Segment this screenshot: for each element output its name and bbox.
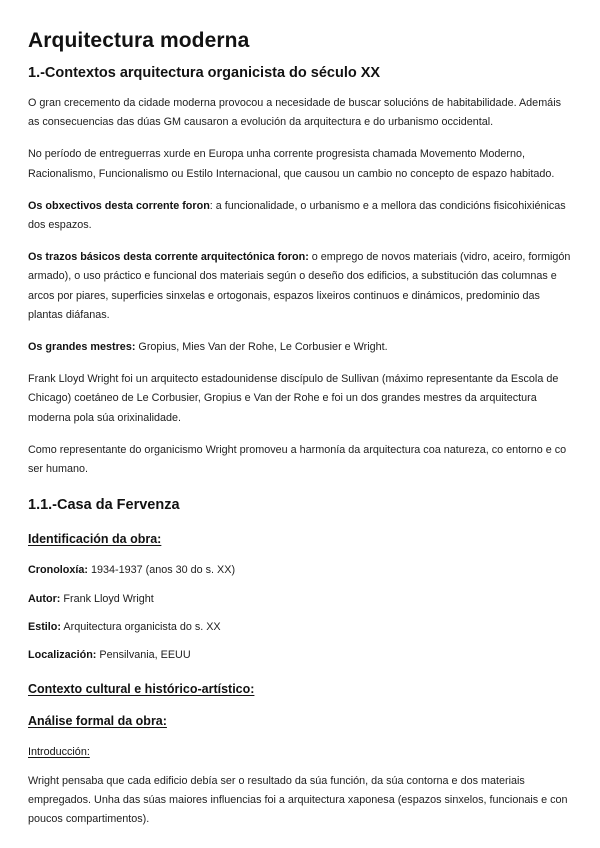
cronoloxia-value: 1934-1937 (anos 30 do s. XX)	[87, 564, 236, 577]
subheading-analise-formal: Análise formal da obra:	[28, 714, 167, 729]
estilo-label: Estilo:	[28, 620, 61, 633]
mestres-text: Gropius, Mies Van der Rohe, Le Corbusier e Wright.	[135, 341, 388, 354]
mestres-bold-lead: Os grandes mestres:	[28, 341, 136, 354]
estilo-value: Arquitectura organicista do s. XX	[61, 620, 221, 633]
field-localizacion	[28, 646, 572, 665]
section-1-1-heading: 1.1.-Casa da Fervenza	[28, 497, 180, 514]
section-1-heading: 1.-Contextos arquitectura organicista do século XX	[28, 65, 381, 82]
autor-label: Autor:	[28, 592, 61, 605]
paragraph-wright-pensaba: Wright pensaba que cada edificio debía ser o resultado da súa función, da súa contorna e dos materiais empregados. Unha das súas maiores influencias foi a arquitectura xaponesa (espazos sinxelos, funcionais e con poucos compartimentos).	[28, 774, 568, 826]
paragraph-entreguerras: No período de entreguerras xurde en Europa unha corrente progresista chamada Movemento Moderno, Racionalismo, Funcionalismo ou Estilo Internacional, que causou un cambio no concepto de espazo habitado.	[28, 148, 555, 180]
document-title: Arquitectura moderna	[28, 29, 250, 52]
paragraph-grandes-mestres	[28, 338, 572, 357]
paragraph-obxectivos	[28, 197, 572, 235]
field-estilo	[28, 618, 572, 637]
field-autor	[28, 590, 572, 609]
localizacion-label: Localización:	[28, 648, 97, 661]
paragraph-frank-lloyd-wright: Frank Lloyd Wright foi un arquitecto estadounidense discípulo de Sullivan (máximo representante da Escola de Chicago) coetáneo de Le Corbusier, Gropius e Van der Rohe e foi un dos grandes mestres da arquitectura moderna pola súa orixinalidade.	[28, 373, 559, 424]
cronoloxia-label: Cronoloxía:	[28, 564, 88, 577]
obxectivos-text: : a funcionalidade, o urbanismo e a mellora das condicións fisicohixiénicas dos espazos.	[28, 199, 566, 231]
field-cronoloxia	[28, 561, 572, 580]
trazos-text: o emprego de novos materiais (vidro, aceiro, formigón armado), o uso práctico e funcional dos materiais según o deseño dos edificios, a substitución das columnas e arcos por piares, superficies sinxelas e ortogonais, espazos lixeiros continuos e dinámicos, predominio das plantas diáfanas.	[28, 251, 571, 321]
subheading-contexto-cultural: Contexto cultural e histórico-artístico:	[28, 682, 255, 697]
paragraph-crecemento-cidade: O gran crecemento da cidade moderna provocou a necesidade de buscar solucións de habitabilidade. Ademáis as consecuencias das dúas GM causaron a evolución da arquitectura e do urbanismo occidental.	[28, 96, 561, 129]
subheading-identificacion-da-obra: Identificación da obra:	[28, 532, 162, 547]
paragraph-trazos-basicos	[28, 248, 572, 325]
trazos-bold-lead: Os trazos básicos desta corrente arquitectónica foron:	[28, 251, 309, 264]
obxectivos-bold-lead: Os obxectivos desta corrente foron	[28, 199, 210, 212]
autor-value: Frank Lloyd Wright	[60, 592, 154, 605]
paragraph-organicismo: Como representante do organicismo Wright promoveu a harmonía da arquitectura coa natureza, co entorno e co ser humano.	[28, 443, 567, 476]
localizacion-value: Pensilvania, EEUU	[96, 648, 191, 661]
subheading-introduccion: Introducción:	[28, 745, 90, 758]
